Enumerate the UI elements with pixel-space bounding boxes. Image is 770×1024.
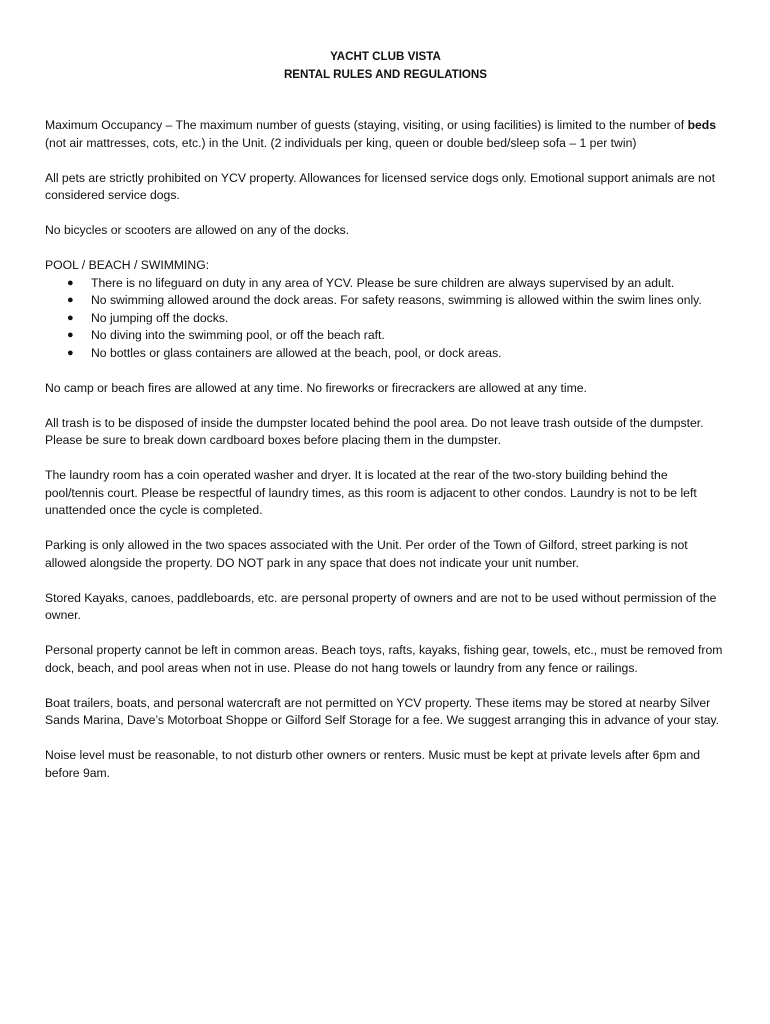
rule-pets: All pets are strictly prohibited on YCV property. Allowances for licensed service dogs only. Emotional support animals are not considered service dogs. — [45, 170, 715, 202]
bullet-icon: ● — [67, 276, 74, 289]
bullet-icon: ● — [67, 311, 74, 324]
rule-trash: All trash is to be disposed of inside the dumpster located behind the pool area. Do not leave trash outside of the dumpster. Please be sure to break down cardboard boxes before placing them in the dumpster. — [45, 415, 704, 447]
pool-section-heading: POOL / BEACH / SWIMMING: — [45, 258, 210, 272]
rule-noise: Noise level must be reasonable, to not disturb other owners or renters. Music must be kept at private levels after 6pm and before 9am. — [45, 748, 701, 780]
list-item: ● No jumping off the docks. — [45, 310, 726, 328]
document-title: YACHT CLUB VISTA — [330, 50, 441, 63]
occupancy-text-end: (not air mattresses, cots, etc.) in the Unit. (2 individuals per king, queen or double bed/sleep sofa – 1 per twin) — [45, 135, 637, 150]
list-item: ● No bottles or glass containers are allowed at the beach, pool, or dock areas. — [45, 345, 726, 363]
document-subtitle: RENTAL RULES AND REGULATIONS — [283, 68, 488, 81]
rule-bicycles: No bicycles or scooters are allowed on any of the docks. — [45, 223, 350, 237]
pool-rules-list — [45, 275, 726, 363]
list-item: ● No swimming allowed around the dock areas. For safety reasons, swimming is allowed within the swim lines only. — [45, 292, 726, 310]
occupancy-beds-emphasis: beds — [687, 118, 717, 132]
bullet-icon: ● — [67, 329, 74, 341]
rule-fires: No camp or beach fires are allowed at any time. No fireworks or firecrackers are allowed at any time. — [45, 380, 587, 395]
rule-laundry: The laundry room has a coin operated washer and dryer. It is located at the rear of the two-story building behind the pool/tennis court. Please be respectful of laundry times, as this room is adjacent to other condos. Laundry is not to be left unattended once the cycle is completed. — [45, 468, 697, 517]
bullet-icon: ● — [67, 294, 74, 306]
rule-parking: Parking is only allowed in the two spaces associated with the Unit. Per order of the Town of Gilford, street parking is not allowed alongside the property. DO NOT park in any space that does not indicate your unit number. — [45, 538, 688, 570]
rule-boats: Boat trailers, boats, and personal watercraft are not permitted on YCV property. These items may be stored at nearby Silver Sands Marina, Dave’s Motorboat Shoppe or Gilford Self Storage for a fee. We suggest arranging this in advance of your stay. — [45, 695, 720, 727]
occupancy-text-start: Maximum Occupancy – The maximum number of guests (staying, visiting, or using facilities) is limited to the number of — [45, 118, 688, 132]
bullet-icon: ● — [67, 346, 74, 359]
rule-occupancy — [45, 117, 726, 152]
title-spacer — [45, 84, 726, 117]
rule-personal-property: Personal property cannot be left in common areas. Beach toys, rafts, kayaks, fishing gear, towels, etc., must be removed from dock, beach, and pool areas when not in use. Please do not hang towels or laundry from any fence or railings. — [45, 643, 723, 675]
rule-kayaks: Stored Kayaks, canoes, paddleboards, etc. are personal property of owners and are not to be used without permission of the owner. — [45, 590, 717, 622]
list-item: ● No diving into the swimming pool, or off the beach raft. — [45, 327, 726, 345]
list-item: ● There is no lifeguard on duty in any area of YCV. Please be sure children are always supervised by an adult. — [45, 275, 726, 293]
